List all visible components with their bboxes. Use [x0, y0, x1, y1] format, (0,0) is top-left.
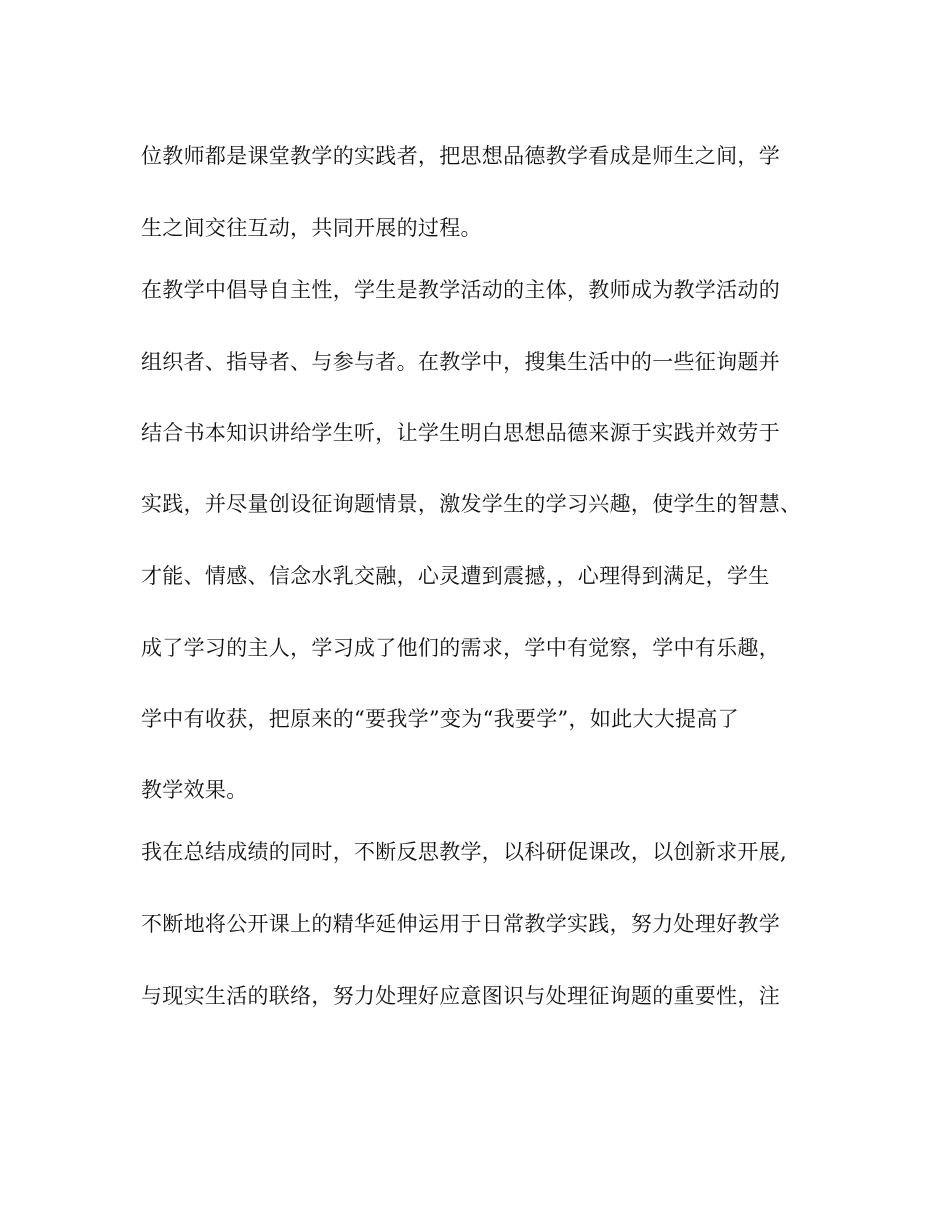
text-line: 学中有收获，把原来的“要我学”变为“我要学”，如此大大提高了: [141, 707, 739, 731]
text-line: 不断地将公开课上的精华延伸运用于日常教学实践，努力处理好教学: [141, 912, 780, 936]
text-line: 生之间交往互动，共同开展的过程。: [141, 216, 482, 240]
text-line: 位教师都是课堂教学的实践者，把思想品德教学看成是师生之间，学: [141, 144, 780, 168]
text-line: 教学效果。: [141, 778, 248, 802]
text-line: 才能、情感、信念水乳交融，心灵遭到震撼，，心理得到满足，学生: [141, 564, 770, 588]
text-line: 结合书本知识讲给学生听，让学生明白思想品德来源于实践并效劳于: [141, 421, 780, 445]
text-line: 我在总结成绩的同时，不断反思教学，以科研促课改，以创新求开展,: [141, 840, 787, 864]
text-line: 在教学中倡导自主性，学生是教学活动的主体，教师成为教学活动的: [141, 278, 780, 302]
text-line: 与现实生活的联络，努力处理好应意图识与处理征询题的重要性，注: [141, 984, 780, 1008]
text-line: 组织者、指导者、与参与者。在教学中，搜集生活中的一些征询题并: [141, 350, 780, 374]
text-line: 实践，并尽量创设征询题情景，激发学生的学习兴趣，使学生的智慧、: [141, 492, 802, 516]
text-line: 成了学习的主人，学习成了他们的需求，学中有觉察，学中有乐趣，: [141, 636, 780, 660]
